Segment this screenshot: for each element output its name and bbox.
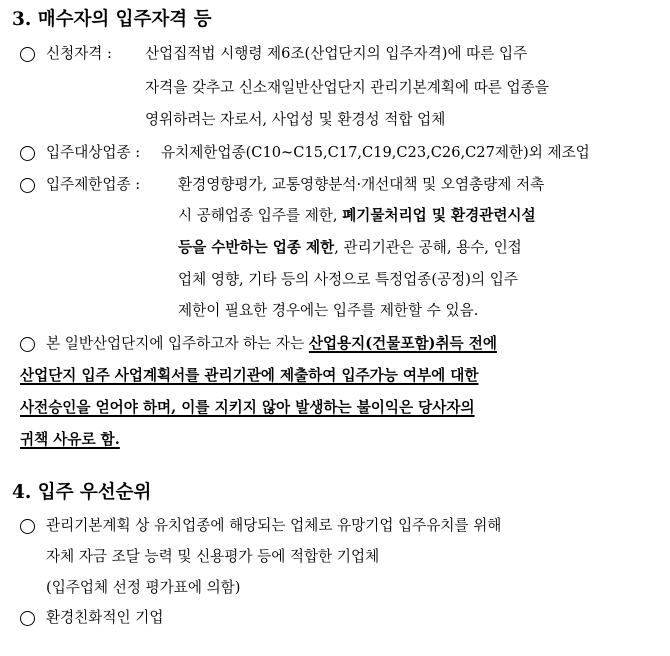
priority-line-3: (입주업체 선정 평가표에 의함)	[46, 579, 241, 596]
restricted-line-5: 제한이 필요한 경우에는 입주를 제한할 수 있음.	[178, 302, 479, 319]
section-4-title: 4. 입주 우선순위	[12, 482, 152, 503]
bullet-icon	[20, 178, 35, 193]
bullet-icon	[20, 611, 35, 626]
eligibility-line-1: 산업집적법 시행령 제6조(산업단지의 입주자격)에 따른 입주	[145, 45, 528, 62]
notice-line-1	[46, 334, 497, 354]
bullet-icon	[20, 47, 35, 62]
target-industry-label: 입주대상업종 :	[46, 144, 141, 161]
eligibility-line-2: 자격을 갖추고 신소재일반산업단지 관리기본계획에 따른 업종을	[145, 79, 549, 96]
notice-line-4: 귀책 사유로 함.	[20, 431, 120, 448]
restricted-line-2	[178, 206, 536, 226]
restricted-line-2-bold: 폐기물처리업 및 환경관련시설	[342, 207, 536, 224]
notice-line-1-plain: 본 일반산업단지에 입주하고자 하는 자는	[46, 335, 305, 352]
notice-line-1-bold: 산업용지(건물포함)취득 전에	[308, 335, 497, 352]
bullet-icon	[20, 519, 35, 534]
eligibility-label: 신청자격 :	[46, 45, 112, 62]
priority-line-2: 자체 자금 조달 능력 및 신용평가 등에 적합한 기업체	[46, 548, 380, 565]
notice-line-2: 산업단지 입주 사업계획서를 관리기관에 제출하여 입주가능 여부에 대한	[20, 367, 479, 384]
section-3-title: 3. 매수자의 입주자격 등	[12, 9, 212, 30]
bullet-icon	[20, 337, 35, 352]
notice-line-3: 사전승인을 얻어야 하며, 이를 지키지 않아 발생하는 불이익은 당사자의	[20, 399, 475, 416]
priority-line-1: 관리기본계획 상 유치업종에 해당되는 업체로 유망기업 입주유치를 위해	[46, 517, 502, 534]
restricted-line-1: 환경영향평가, 교통영향분석·개선대책 및 오염총량제 저촉	[178, 176, 545, 193]
restricted-line-4: 업체 영향, 기타 등의 사정으로 특정업종(공정)의 입주	[178, 271, 518, 288]
target-industry-text: 유치제한업종(C10~C15,C17,C19,C23,C26,C27제한)외 제조업	[161, 144, 590, 161]
restricted-line-3-bold: 등을 수반하는 업종 제한	[178, 239, 335, 256]
priority-eco-text: 환경친화적인 기업	[46, 609, 164, 626]
restricted-line-3	[178, 238, 522, 258]
restricted-line-3-plain: , 관리기관은 공해, 용수, 인접	[334, 239, 522, 256]
eligibility-line-3: 영위하려는 자로서, 사업성 및 환경성 적합 업체	[145, 111, 446, 128]
restricted-line-2-plain: 시 공해업종 입주를 제한,	[178, 207, 338, 224]
restricted-industry-label: 입주제한업종 :	[46, 176, 141, 193]
bullet-icon	[20, 146, 35, 161]
